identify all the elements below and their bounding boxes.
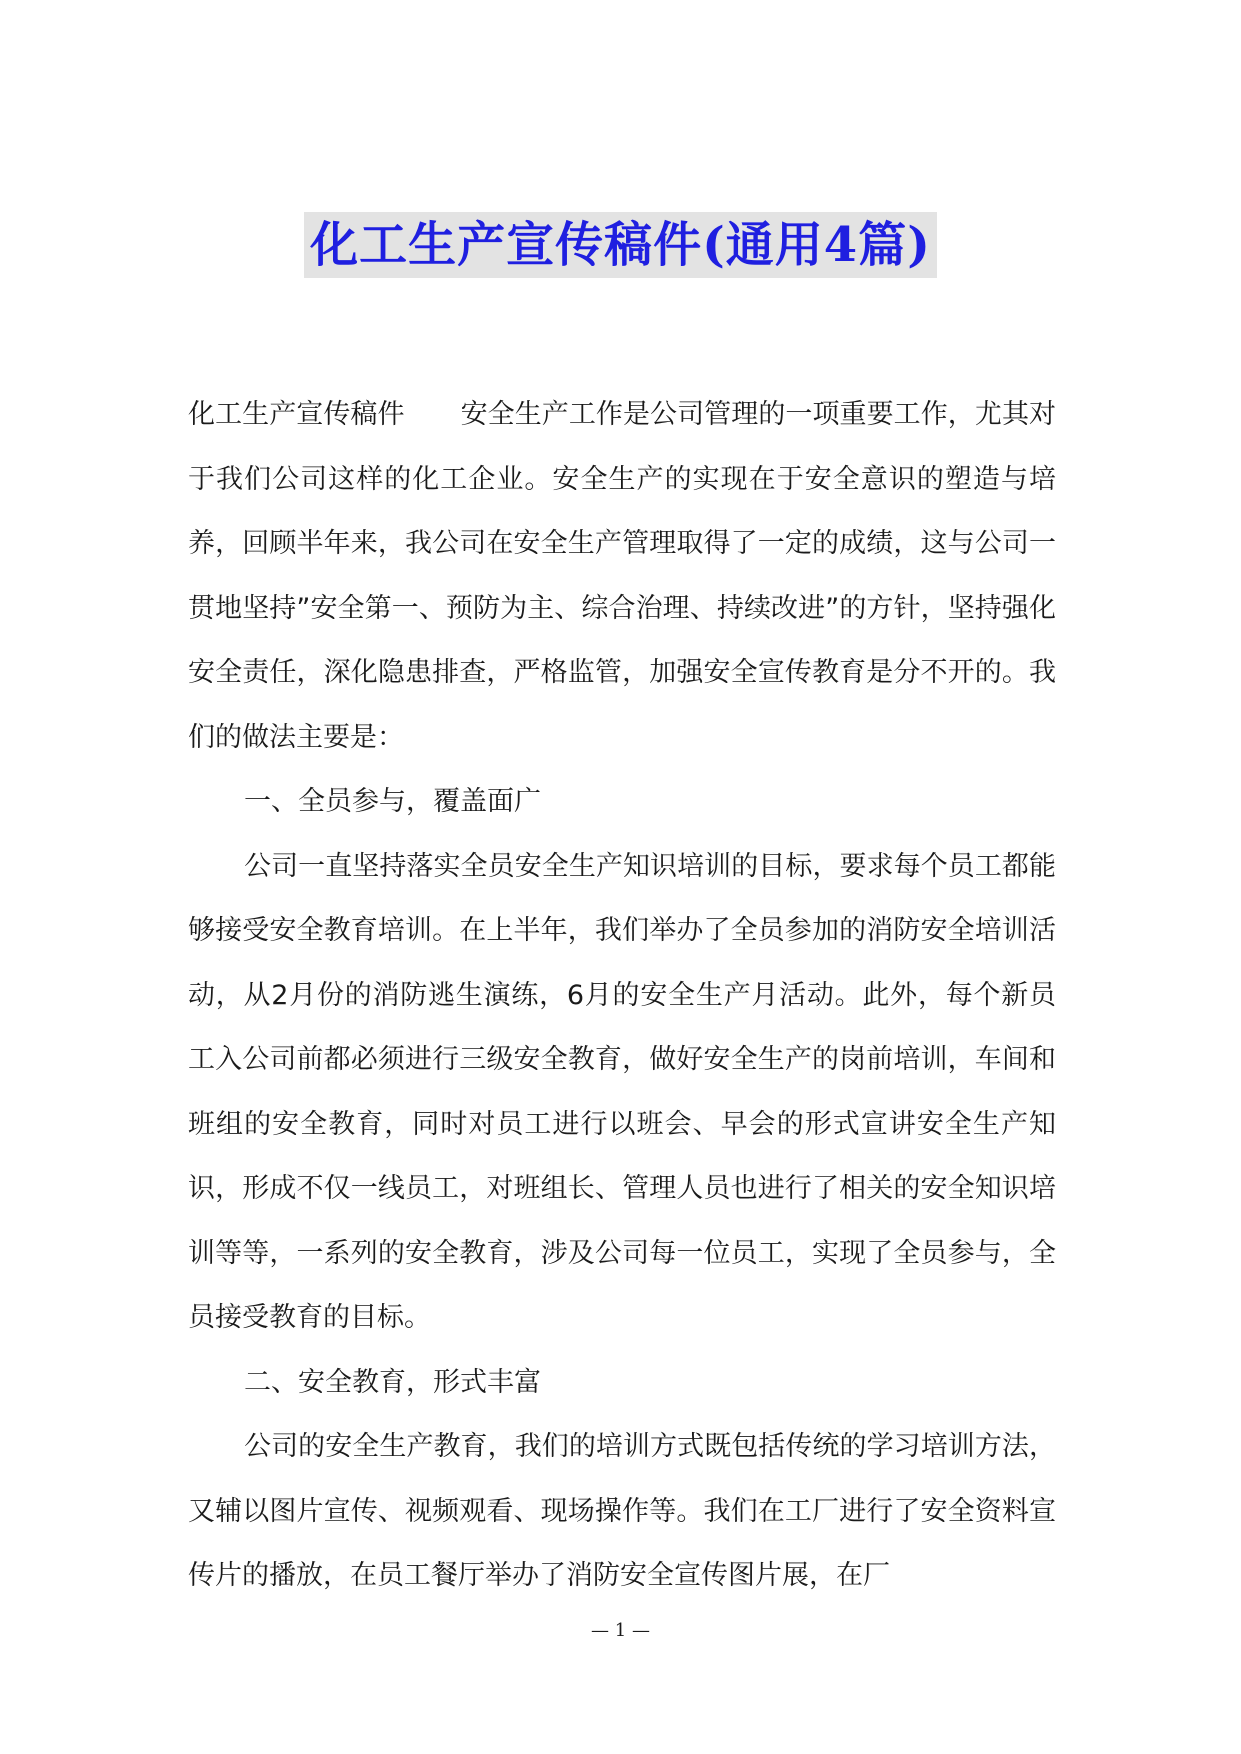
paragraph-text: 安全生产工作是公司管理的一项重要工作，尤其对于我们公司这样的化工企业。安全生产的实现在于安全意识的塑造与培养，回顾半年来，我公司在安全生产管理取得了一定的成绩，这与公司一贯地坚持”安全第一、预防为主、综合治理、持续改进”的方针，坚持强化安全责任，深化隐患排查，严格监管，加强安全宣传教育是分不开的。我们的做法主要是： [188, 399, 1057, 753]
section-heading: 一、全员参与，覆盖面广 [244, 786, 541, 817]
page-number: — 1 — [591, 1620, 650, 1641]
intro-paragraph [188, 383, 1056, 770]
document-title: 化工生产宣传稿件(通用4篇) [304, 212, 937, 278]
document-body [188, 383, 1056, 1609]
intro-label: 化工生产宣传稿件 [188, 399, 405, 430]
paragraph: 公司一直坚持落实全员安全生产知识培训的目标，要求每个员工都能够接受安全教育培训。在上半年，我们举办了全员参加的消防安全培训活动，从2月份的消防逃生演练，6月的安全生产月活动。此外，每个新员工入公司前都必须进行三级安全教育，做好安全生产的岗前培训，车间和班组的安全教育，同时对员工进行以班会、早会的形式宣讲安全生产知识，形成不仅一线员工，对班组长、管理人员也进行了相关的安全知识培训等等，一系列的安全教育，涉及公司每一位员工，实现了全员参与，全员接受教育的目标。 [188, 850, 1056, 1333]
paragraph: 公司的安全生产教育，我们的培训方式既包括传统的学习培训方法，又辅以图片宣传、视频观看、现场操作等。我们在工厂进行了安全资料宣传片的播放，在员工餐厅举办了消防安全宣传图片展，在厂 [188, 1431, 1056, 1591]
section-heading: 二、安全教育，形式丰富 [244, 1366, 541, 1398]
title-container [0, 212, 1241, 278]
